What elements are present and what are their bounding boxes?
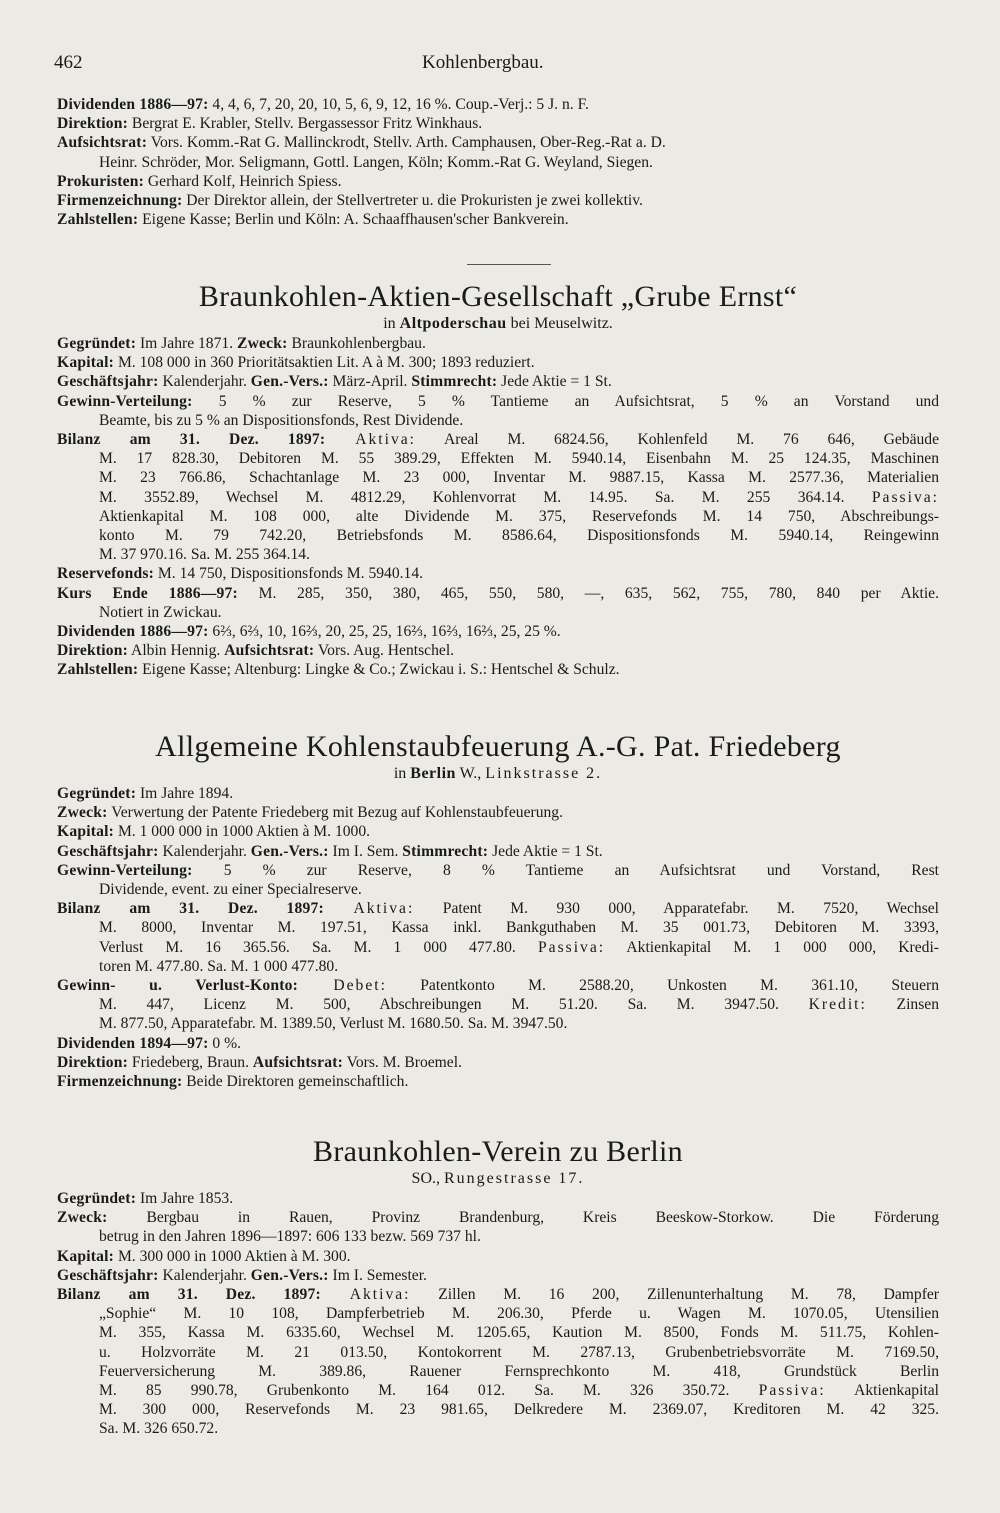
company-title: Allgemeine Kohlenstaubfeuerung A.-G. Pat. Friedeberg <box>155 730 841 763</box>
text-line <box>57 1072 939 1091</box>
field-value: Zillen M. 16 200, Zillenunterhaltung M. 78, Dampfer <box>410 1286 939 1304</box>
text-line <box>57 1189 939 1208</box>
running-title: Kohlenbergbau. <box>422 52 544 73</box>
field-label: Prokuristen: <box>57 172 145 190</box>
field-label: Gegründet: <box>57 1190 137 1207</box>
field-value: Aktienkapital M. 1 000 000, Kredi- <box>605 938 939 956</box>
field-value: u. Holzvorräte M. 21 013.50, Kontokorrent M. 2787.13, Grubenbetriebsvorräte M. 7169.50, <box>99 1343 939 1361</box>
field-label: Geschäftsjahr: <box>57 1266 159 1284</box>
text-line <box>57 584 939 603</box>
text-line <box>57 784 939 803</box>
text-line <box>57 660 939 679</box>
field-value: 5 % zur Reserve, 5 % Tantieme an Aufsichtsrat, 5 % an Vorstand und <box>192 392 939 410</box>
field-value: Beide Direktoren gemeinschaftlich. <box>182 1073 409 1091</box>
field-value: M. 300 000 in 1000 Aktien à M. 300. <box>114 1247 351 1265</box>
field-value: M. 37 970.16. Sa. M. 255 364.14. <box>99 546 310 564</box>
text-line <box>57 822 939 841</box>
section-grube-continued <box>57 95 939 229</box>
spaced-heading: Passiva: <box>537 938 606 956</box>
text-line <box>57 95 939 114</box>
field-value: betrug in den Jahren 1896—1897: 606 133 bezw. 569 737 hl. <box>99 1228 481 1246</box>
field-value: Notiert in Zwickau. <box>99 603 222 621</box>
text-line <box>57 468 939 487</box>
text-line <box>57 564 939 583</box>
text-line <box>57 488 939 507</box>
company-location: SO., Rungestrasse 17. <box>411 1170 585 1187</box>
text-line <box>57 545 939 564</box>
field-value: 4, 4, 6, 7, 20, 20, 10, 5, 6, 9, 12, 16 %. Coup.-Verj.: 5 J. n. F. <box>208 96 589 113</box>
field-label: Gewinn-Verteilung: <box>57 861 193 879</box>
field-value: Beamte, bis zu 5 % an Dispositionsfonds, Rest Dividende. <box>99 411 464 429</box>
text-line <box>57 622 939 641</box>
text-line <box>57 1304 939 1323</box>
field-value: Gerhard Kolf, Heinrich Spiess. <box>144 172 342 190</box>
field-value: Albin Hennig. <box>128 642 225 660</box>
text-line <box>57 603 939 622</box>
field-value: 0 %. <box>208 1034 242 1052</box>
text-line <box>57 918 939 937</box>
field-label: Gegründet: <box>57 785 137 802</box>
field-label: Gen.-Vers.: <box>250 373 329 391</box>
text-line <box>57 191 939 210</box>
text-line <box>57 353 939 372</box>
field-value: Patentkonto M. 2588.20, Unkosten M. 361.10, Steuern <box>386 977 940 995</box>
field-value: Vors. M. Broemel. <box>342 1053 462 1071</box>
field-label: Zweck: <box>57 804 108 822</box>
text-line <box>57 1227 939 1246</box>
field-value: M. 355, Kassa M. 6335.60, Wechsel M. 1205.65, Kaution M. 8500, Fonds M. 511.75, Kohlen- <box>99 1324 939 1342</box>
field-label: Firmenzeichnung: <box>57 1073 183 1091</box>
field-label: Kurs Ende 1886—97: <box>57 584 238 602</box>
field-label: Direktion: <box>57 1053 129 1071</box>
field-value: M. 447, Licenz M. 500, Abschreibungen M. 51.20. Sa. M. 3947.50. <box>99 996 809 1014</box>
field-label: Geschäftsjahr: <box>57 373 159 391</box>
field-label: Aufsichtsrat: <box>252 1053 343 1071</box>
field-value: Verlust M. 16 365.56. Sa. M. 1 000 477.80. <box>99 938 538 956</box>
field-value: toren M. 477.80. Sa. M. 1 000 477.80. <box>99 957 339 975</box>
field-label: Bilanz am 31. Dez. 1897: <box>57 1286 321 1304</box>
text-line <box>57 899 939 918</box>
field-label: Kapital: <box>57 354 115 372</box>
text-line <box>57 372 939 391</box>
field-value: Vors. Komm.-Rat G. Mallinckrodt, Stellv. Arth. Camphausen, Ober-Reg.-Rat a. D. <box>147 134 666 152</box>
field-label: Aufsichtsrat: <box>224 642 315 660</box>
text-line <box>57 803 939 822</box>
field-value: Im I. Sem. <box>328 842 403 860</box>
field-value: Verwertung der Patente Friedeberg mit Bezug auf Kohlenstaubfeuerung. <box>107 804 563 822</box>
field-value: 6⅔, 6⅔, 10, 16⅔, 20, 25, 25, 16⅔, 16⅔, 16⅔, 25, 25 %. <box>208 623 561 641</box>
field-label: Zweck: <box>237 335 288 352</box>
field-value: 5 % zur Reserve, 8 % Tantieme an Aufsichtsrat und Vorstand, Rest <box>192 861 939 879</box>
text-line <box>57 114 939 133</box>
field-label: Gewinn-Verteilung: <box>57 392 193 410</box>
field-value: M. 877.50, Apparatefabr. M. 1389.50, Verlust M. 1680.50. Sa. M. 3947.50. <box>99 1015 568 1033</box>
field-label: Kapital: <box>57 1247 115 1265</box>
company-title: Braunkohlen-Aktien-Gesellschaft „Grube Ernst“ <box>198 280 798 313</box>
field-label: Dividenden 1894—97: <box>57 1034 209 1052</box>
field-label: Gen.-Vers.: <box>250 1266 329 1284</box>
text-line <box>57 334 939 353</box>
field-value: Areal M. 6824.56, Kohlenfeld M. 76 646, Gebäude <box>416 431 940 449</box>
field-label: Reservefonds: <box>57 565 155 583</box>
text-line <box>57 880 939 899</box>
text-line <box>57 1343 939 1362</box>
text-line <box>57 1381 939 1400</box>
field-label: Zahlstellen: <box>57 661 139 679</box>
field-label: Direktion: <box>57 642 129 660</box>
field-value: M. 108 000 in 360 Prioritätsaktien Lit. A à M. 300; 1893 reduziert. <box>114 354 535 372</box>
field-value: M. 8000, Inventar M. 197.51, Kassa inkl. Bankguthaben M. 35 001.73, Debitoren M. 3393, <box>99 919 939 937</box>
text-line <box>57 1266 939 1285</box>
field-value: M. 17 828.30, Debitoren M. 55 389.29, Effekten M. 5940.14, Eisenbahn M. 25 124.35, Maschinen <box>99 450 939 468</box>
field-value: Jede Aktie = 1 St. <box>497 373 612 391</box>
text-line <box>57 1419 939 1438</box>
field-label: Gegründet: <box>57 335 137 352</box>
text-line <box>57 153 939 172</box>
section-kohlenstaubfeuerung <box>57 730 939 1091</box>
field-value: Kalenderjahr. <box>158 1266 251 1284</box>
field-value: Friedeberg, Braun. <box>128 1053 253 1071</box>
field-value: M. 14 750, Dispositionsfonds M. 5940.14. <box>154 565 424 583</box>
text-line <box>57 430 939 449</box>
field-label: Dividenden 1886—97: <box>57 96 209 113</box>
text-line <box>57 392 939 411</box>
text-line <box>57 1323 939 1342</box>
text-line <box>57 1014 939 1033</box>
text-line <box>57 995 939 1014</box>
company-location: in Berlin W., Linkstrasse 2. <box>393 765 603 782</box>
text-line <box>57 1053 939 1072</box>
field-value: M. 85 990.78, Grubenkonto M. 164 012. Sa. M. 326 350.72. <box>99 1382 759 1400</box>
field-label: Direktion: <box>57 115 129 133</box>
text-line <box>57 172 939 191</box>
spaced-heading: Passiva: <box>758 1382 826 1400</box>
field-value: Aktienkapital <box>825 1382 939 1400</box>
field-value: Eigene Kasse; Altenburg: Lingke & Co.; Zwickau i. S.: Hentschel & Schulz. <box>138 661 620 679</box>
field-value: März-April. <box>328 373 412 391</box>
text-line <box>57 1285 939 1304</box>
company-location: in Altpoderschau bei Meuselwitz. <box>383 315 613 332</box>
field-value: Aktienkapital M. 108 000, alte Dividende M. 375, Reservefonds M. 14 750, Abschreibungs- <box>99 507 939 525</box>
section-divider <box>467 264 551 265</box>
text-line <box>57 938 939 957</box>
field-value: Im Jahre 1894. <box>136 785 234 802</box>
field-value: M. 1 000 000 in 1000 Aktien à M. 1000. <box>114 823 371 841</box>
text-line <box>57 210 939 229</box>
field-label: Kapital: <box>57 823 115 841</box>
text-line <box>57 507 939 526</box>
company-title: Braunkohlen-Verein zu Berlin <box>313 1135 683 1168</box>
field-value: Dividende, event. zu einer Specialreserve. <box>99 881 362 899</box>
text-line <box>57 1362 939 1381</box>
text-line <box>57 842 939 861</box>
field-value: Kalenderjahr. <box>158 842 251 860</box>
field-value: Vors. Aug. Hentschel. <box>314 642 455 660</box>
field-value: Patent M. 930 000, Apparatefabr. M. 7520, Wechsel <box>414 900 940 918</box>
field-label: Bilanz am 31. Dez. 1897: <box>57 431 326 449</box>
field-value: Braunkohlenbergbau. <box>287 335 426 352</box>
field-value: Feuerversicherung M. 389.86, Rauener Fernsprechkonto M. 418, Grundstück Berlin <box>99 1362 939 1380</box>
spaced-heading: Aktiva: <box>325 431 417 449</box>
field-label: Zweck: <box>57 1209 108 1227</box>
field-label: Firmenzeichnung: <box>57 192 183 210</box>
field-label: Geschäftsjahr: <box>57 842 159 860</box>
field-label: Stimmrecht: <box>411 373 498 391</box>
field-value: Der Direktor allein, der Stellvertreter u. die Prokuristen je zwei kollektiv. <box>182 192 643 210</box>
field-value: M. 300 000, Reservefonds M. 23 981.65, Delkredere M. 2369.07, Kreditoren M. 42 325. <box>99 1401 939 1419</box>
spaced-heading: Passiva: <box>871 488 939 506</box>
field-label: Bilanz am 31. Dez. 1897: <box>57 900 324 918</box>
field-value: konto M. 79 742.20, Betriebsfonds M. 8586.64, Dispositionsfonds M. 5940.14, Reingewinn <box>99 527 939 545</box>
field-value: Jede Aktie = 1 St. <box>488 842 603 860</box>
field-value: M. 3552.89, Wechsel M. 4812.29, Kohlenvorrat M. 14.95. Sa. M. 255 364.14. <box>99 488 872 506</box>
field-label: Stimmrecht: <box>402 842 489 860</box>
field-value: Heinr. Schröder, Mor. Seligmann, Gottl. Langen, Köln; Komm.-Rat G. Weyland, Siegen. <box>99 153 653 171</box>
text-line <box>57 641 939 660</box>
section-braunkohlen-verein <box>57 1135 939 1439</box>
field-label: Gen.-Vers.: <box>250 842 329 860</box>
text-line <box>57 133 939 152</box>
text-line <box>57 1247 939 1266</box>
text-line <box>57 976 939 995</box>
text-line <box>57 861 939 880</box>
field-value: Sa. M. 326 650.72. <box>99 1420 219 1438</box>
field-value: Bergbau in Rauen, Provinz Brandenburg, Kreis Beeskow-Storkow. Die Förderung <box>107 1209 939 1227</box>
spaced-heading: Aktiva: <box>323 900 415 918</box>
field-value: Im Jahre 1871. <box>136 335 237 352</box>
page-number: 462 <box>54 52 83 73</box>
spaced-heading: Aktiva: <box>320 1286 411 1304</box>
field-value: Im I. Semester. <box>328 1266 427 1284</box>
field-value: M. 285, 350, 380, 465, 550, 580, —, 635, 562, 755, 780, 840 per Aktie. <box>237 584 939 602</box>
text-line <box>57 411 939 430</box>
field-label: Gewinn- u. Verlust-Konto: <box>57 977 299 995</box>
text-line <box>57 957 939 976</box>
section-grube-ernst <box>57 280 939 680</box>
spaced-heading: Debet: <box>298 977 387 995</box>
text-line <box>57 526 939 545</box>
field-label: Dividenden 1886—97: <box>57 623 209 641</box>
field-value: „Sophie“ M. 10 108, Dampferbetrieb M. 206.30, Pferde u. Wagen M. 1070.05, Utensilien <box>99 1305 939 1323</box>
field-label: Zahlstellen: <box>57 211 139 229</box>
text-line <box>57 1400 939 1419</box>
text-line <box>57 449 939 468</box>
field-value: M. 23 766.86, Schachtanlage M. 23 000, Inventar M. 9887.15, Kassa M. 2577.36, Materialien <box>99 469 939 487</box>
field-value: Im Jahre 1853. <box>136 1190 234 1207</box>
field-value: Kalenderjahr. <box>158 373 251 391</box>
field-value: Bergrat E. Krabler, Stellv. Bergassessor Fritz Winkhaus. <box>128 115 483 133</box>
field-value: Eigene Kasse; Berlin und Köln: A. Schaaffhausen'scher Bankverein. <box>138 211 569 229</box>
text-line <box>57 1034 939 1053</box>
spaced-heading: Kredit: <box>808 996 867 1014</box>
field-label: Aufsichtsrat: <box>57 134 148 152</box>
field-value: Zinsen <box>866 996 939 1014</box>
text-line <box>57 1208 939 1227</box>
